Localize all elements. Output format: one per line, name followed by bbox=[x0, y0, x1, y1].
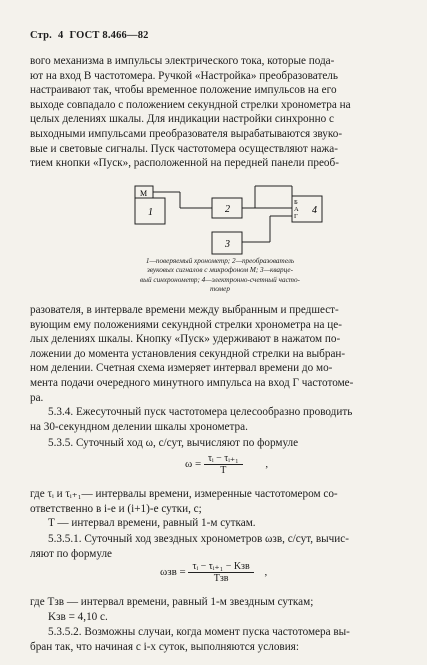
caption-line: томер bbox=[210, 285, 230, 294]
text-line: целых делениях шкалы. Для индикации настройки синхронно с bbox=[30, 113, 334, 126]
box-m-label: М bbox=[140, 189, 148, 198]
paragraph-3 bbox=[30, 405, 404, 434]
text-line: лых делениях шкалы. Кнопку «Пуск» удерживают в нажатом по- bbox=[30, 333, 341, 346]
text-line: ложении до момента установления секундной стрелки на выбран- bbox=[30, 347, 346, 360]
paragraph-2 bbox=[30, 303, 404, 405]
text-line: 5.3.5. Суточный ход ω, с/сут, вычисляют по формуле bbox=[48, 437, 299, 449]
caption-line: 1—поверяемый хронометр; 2—преобразователь bbox=[145, 257, 295, 265]
formula-numerator: τᵢ − τᵢ₊₁ bbox=[204, 453, 243, 465]
text-line: Kзв = 4,10 с. bbox=[48, 610, 108, 623]
text-line: разователя, в интервале времени между выбранным и предшест- bbox=[30, 304, 339, 316]
formula-denominator: Tзв bbox=[213, 573, 229, 584]
formula-fraction bbox=[188, 561, 253, 584]
input-b-label: Б bbox=[294, 199, 298, 206]
text-line: тием кнопки «Пуск», расположенной на передней панели преоб- bbox=[30, 157, 339, 170]
paragraph-6 bbox=[30, 532, 404, 561]
formula-tail: , bbox=[264, 566, 268, 579]
text-line: выходе совпадало с положением секундной стрелки хронометра на bbox=[30, 98, 351, 111]
formula-lhs: ω = bbox=[185, 458, 202, 471]
paragraph-8 bbox=[30, 625, 404, 654]
page-number: 4 bbox=[58, 30, 64, 41]
text-line: ют на вход В частотомера. Ручкой «Настройка» преобразователь bbox=[30, 69, 338, 82]
text-line: вого механизма в импульсы электрического тока, которые пода- bbox=[30, 55, 335, 67]
formula-omega-sidereal bbox=[160, 561, 267, 584]
caption-line: вый синхронометр; 4—электронно-счетный часто- bbox=[140, 275, 300, 284]
text-line: настраивают так, чтобы временное положение импульсов на его bbox=[30, 84, 337, 97]
page-header bbox=[30, 30, 149, 41]
paragraph-4 bbox=[30, 436, 404, 451]
paragraph-5 bbox=[30, 487, 404, 531]
formula-tail: , bbox=[265, 458, 269, 471]
box-1-label: 1 bbox=[148, 207, 153, 218]
text-line: 5.3.4. Ежесуточный пуск частотомера целесообразно проводить bbox=[48, 406, 353, 418]
text-line: бран так, что начиная с i-х суток, выполняются условия: bbox=[30, 640, 299, 653]
paragraph-7 bbox=[30, 595, 404, 624]
text-line: мента подачи очередного минутного импульса на вход Г частотоме- bbox=[30, 376, 354, 389]
block-diagram bbox=[100, 180, 340, 260]
page-prefix: Стр. bbox=[30, 30, 52, 41]
text-line: вые и световые сигналы. Пуск частотомера осуществляют нажа- bbox=[30, 142, 338, 155]
text-line: 5.3.5.2. Возможны случаи, когда момент пуска частотомера вы- bbox=[48, 626, 350, 638]
formula-omega bbox=[185, 453, 268, 476]
text-line: ном делении. Счетная схема измеряет интервал времени до мо- bbox=[30, 362, 333, 375]
text-line: выходными импульсами преобразователя вырабатываются звуко- bbox=[30, 127, 343, 140]
box-2-label: 2 bbox=[225, 204, 230, 215]
text-line: ра. bbox=[30, 391, 44, 404]
text-line: T — интервал времени, равный 1-м суткам. bbox=[48, 517, 256, 530]
box-3-label: 3 bbox=[225, 239, 230, 250]
doc-code: ГОСТ 8.466—82 bbox=[69, 30, 149, 41]
input-g-label: Г bbox=[294, 213, 298, 220]
text-line: где Tзв — интервал времени, равный 1-м звездным суткам; bbox=[30, 596, 314, 608]
formula-numerator: τᵢ − τᵢ₊₁ − Kзв bbox=[188, 561, 253, 573]
text-line: где τᵢ и τᵢ₊₁— интервалы времени, измеренные частотомером со- bbox=[30, 488, 338, 500]
text-line: ляют по формуле bbox=[30, 547, 112, 560]
text-line: на 30-секундном делении шкалы хронометра. bbox=[30, 420, 248, 433]
text-line: 5.3.5.1. Суточный ход звездных хронометров ωзв, с/сут, вычис- bbox=[48, 533, 349, 545]
text-line: ответственно в i-е и (i+1)-е сутки, с; bbox=[30, 502, 202, 515]
figure-caption bbox=[110, 257, 330, 295]
box-4-label: 4 bbox=[312, 205, 317, 216]
formula-fraction bbox=[204, 453, 243, 476]
formula-denominator: T bbox=[220, 465, 227, 476]
paragraph-1 bbox=[30, 54, 404, 171]
input-a-label: А bbox=[294, 206, 299, 213]
caption-line: звуковых сигналов с микрофоном М; 3—кварце- bbox=[147, 266, 293, 275]
formula-lhs: ωзв = bbox=[160, 566, 186, 579]
text-line: вующим ему положениями секундной стрелки хронометра на це- bbox=[30, 318, 342, 331]
